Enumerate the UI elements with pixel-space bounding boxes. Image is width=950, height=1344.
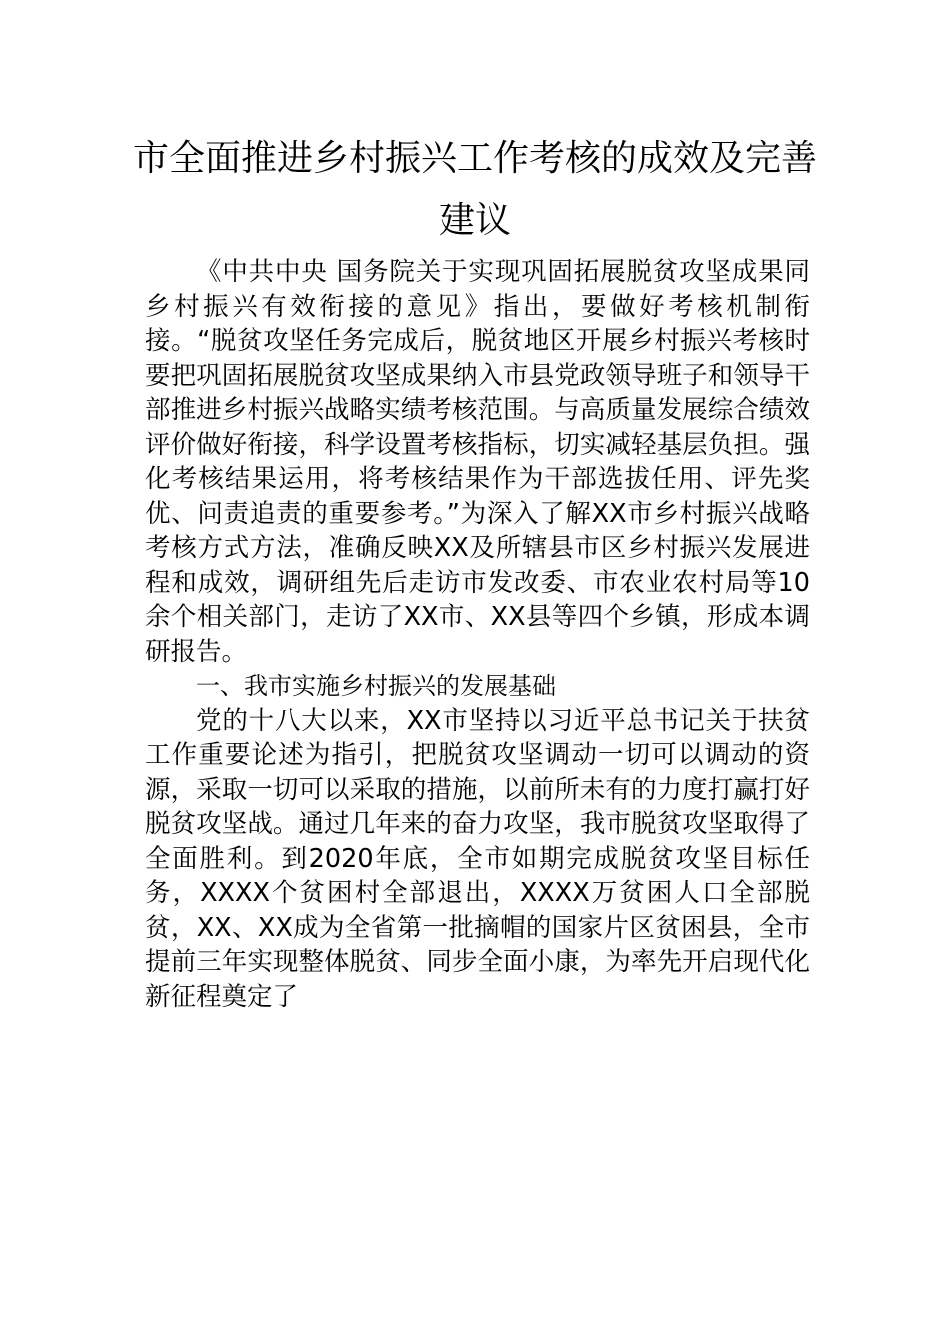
section-paragraph: 党的十八大以来，XX市坚持以习近平总书记关于扶贫工作重要论述为指引，把脱贫攻坚调动一切可以调动的资源，采取一切可以采取的措施，以前所未有的力度打赢打好脱贫攻坚战。通过几年来的奋力攻坚，我市脱贫攻坚取得了全面胜利。到2020年底，全市如期完成脱贫攻坚目标任务，XXXX个贫困村全部退出，XXXX万贫困人口全部脱贫，XX、XX成为全省第一批摘帽的国家片区贫困县，全市提前三年实现整体脱贫、同步全面小康，为率先开启现代化新征程奠定了 — [145, 705, 810, 1012]
section-heading: 一、我市实施乡村振兴的发展基础 — [196, 672, 556, 700]
document-body — [145, 255, 810, 1014]
intro-paragraph: 《中共中央 国务院关于实现巩固拓展脱贫攻坚成果同乡村振兴有效衔接的意见》指出，要做好考核机制衔接。“脱贫攻坚任务完成后，脱贫地区开展乡村振兴考核时要把巩固拓展脱贫攻坚成果纳入市县党政领导班子和领导干部推进乡村振兴战略实绩考核范围。与高质量发展综合绩效评价做好衔接，科学设置考核指标，切实减轻基层负担。强化考核结果运用，将考核结果作为干部选拔任用、评先奖优、问责追责的重要参考。”为深入了解XX市乡村振兴战略考核方式方法，准确反映XX及所辖县市区乡村振兴发展进程和成效，调研组先后走访市发改委、市农业农村局等10余个相关部门，走访了XX市、XX县等四个乡镇，形成本调研报告。 — [145, 257, 810, 667]
document-title: 市全面推进乡村振兴工作考核的成效及完善建议 — [132, 138, 817, 241]
